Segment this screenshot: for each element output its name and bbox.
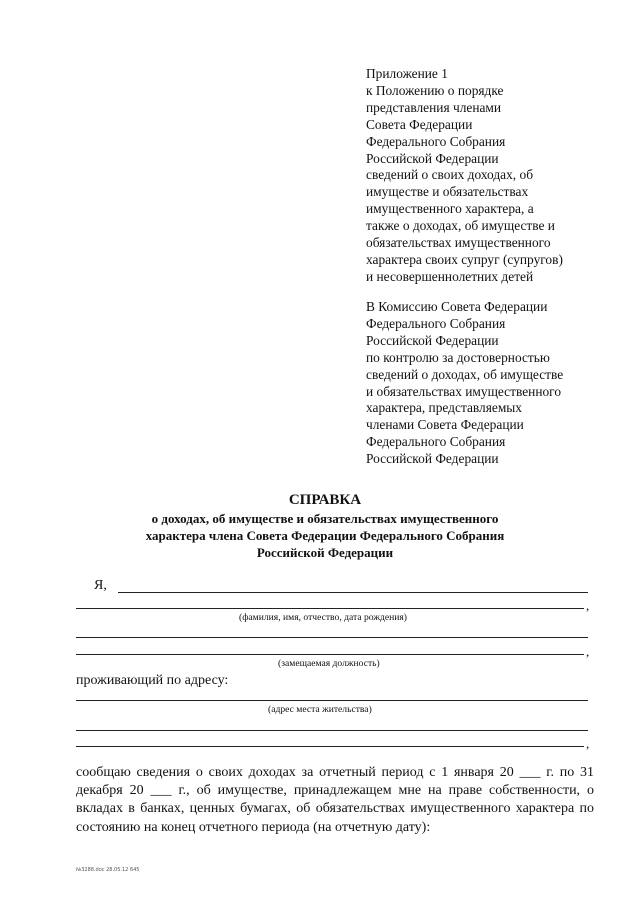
name-field-line[interactable] [118,592,588,593]
comma: , [586,736,590,751]
appendix-line: представления членами [366,99,502,115]
title-main: СПРАВКА [288,492,362,508]
comma: , [586,598,590,613]
name-caption: (фамилия, имя, отчество, дата рождения) [239,612,407,623]
addressee-line: Федерального Собрания [366,434,506,450]
i-label: Я, [94,578,107,593]
body-paragraph: сообщаю сведения о своих доходах за отчетный период с 1 января 20 ___ г. по 31 декабря 20 ___ г., об имуществе, принадлежащем мне на праве собственности, о вкладах в банках, ценных бумагах, об обязательствах имущественного характера по состоянию на конец отчетного периода (на отчетную дату): [76,765,594,835]
addressee-line: по контролю за достоверностью [366,349,550,365]
addressee-line: членами Совета Федерации [366,417,524,433]
appendix-line: и несовершеннолетних детей [366,268,534,284]
appendix-line: обязательствах имущественного [366,235,551,251]
position-caption: (замещаемая должность) [278,658,380,669]
addressee-block [366,299,606,468]
addressee-line: сведений о доходах, об имуществе [366,366,564,382]
title-subtitle-line: Российской Федерации [256,545,394,561]
appendix-line: Приложение 1 [366,66,448,81]
addressee-line: и обязательствах имущественного [366,383,562,399]
appendix-line: Федерального Собрания [366,133,506,149]
address-label: проживающий по адресу: [76,673,229,688]
address-field-line[interactable] [76,700,588,701]
addressee-line: Российской Федерации [366,451,499,467]
appendix-line: Совета Федерации [366,116,473,132]
address-caption: (адрес места жительства) [268,704,372,715]
addressee-line: В Комиссию Совета Федерации [366,299,548,314]
position-field-line-2[interactable] [76,654,584,655]
addressee-line: характера, представляемых [366,400,522,416]
appendix-line: сведений о своих доходах, об [366,167,534,183]
addressee-line: Федерального Собрания [366,315,506,331]
name-field-line-2[interactable] [76,608,584,609]
appendix-line: имуществе и обязательствах [366,184,529,200]
addressee-line: Российской Федерации [366,332,499,348]
address-field-line-2[interactable] [76,730,588,731]
appendix-line: имущественного характера, а [366,201,534,217]
title-subtitle-line: характера члена Совета Федерации Федерального Собрания [145,528,505,544]
comma: , [586,644,590,659]
appendix-line: также о доходах, об имуществе и [366,218,555,234]
title-subtitle-line: о доходах, об имуществе и обязательствах имущественного [151,511,499,526]
appendix-line: к Положению о порядке [366,82,504,98]
appendix-line: Российской Федерации [366,150,499,166]
appendix-line: характера своих супруг (супругов) [366,251,563,267]
position-field-line[interactable] [76,637,588,638]
footer-code: №3288.doc 28.05.12 645 [76,867,140,873]
appendix-reference [366,66,596,286]
address-field-line-3[interactable] [76,746,584,747]
document-title [60,491,590,562]
